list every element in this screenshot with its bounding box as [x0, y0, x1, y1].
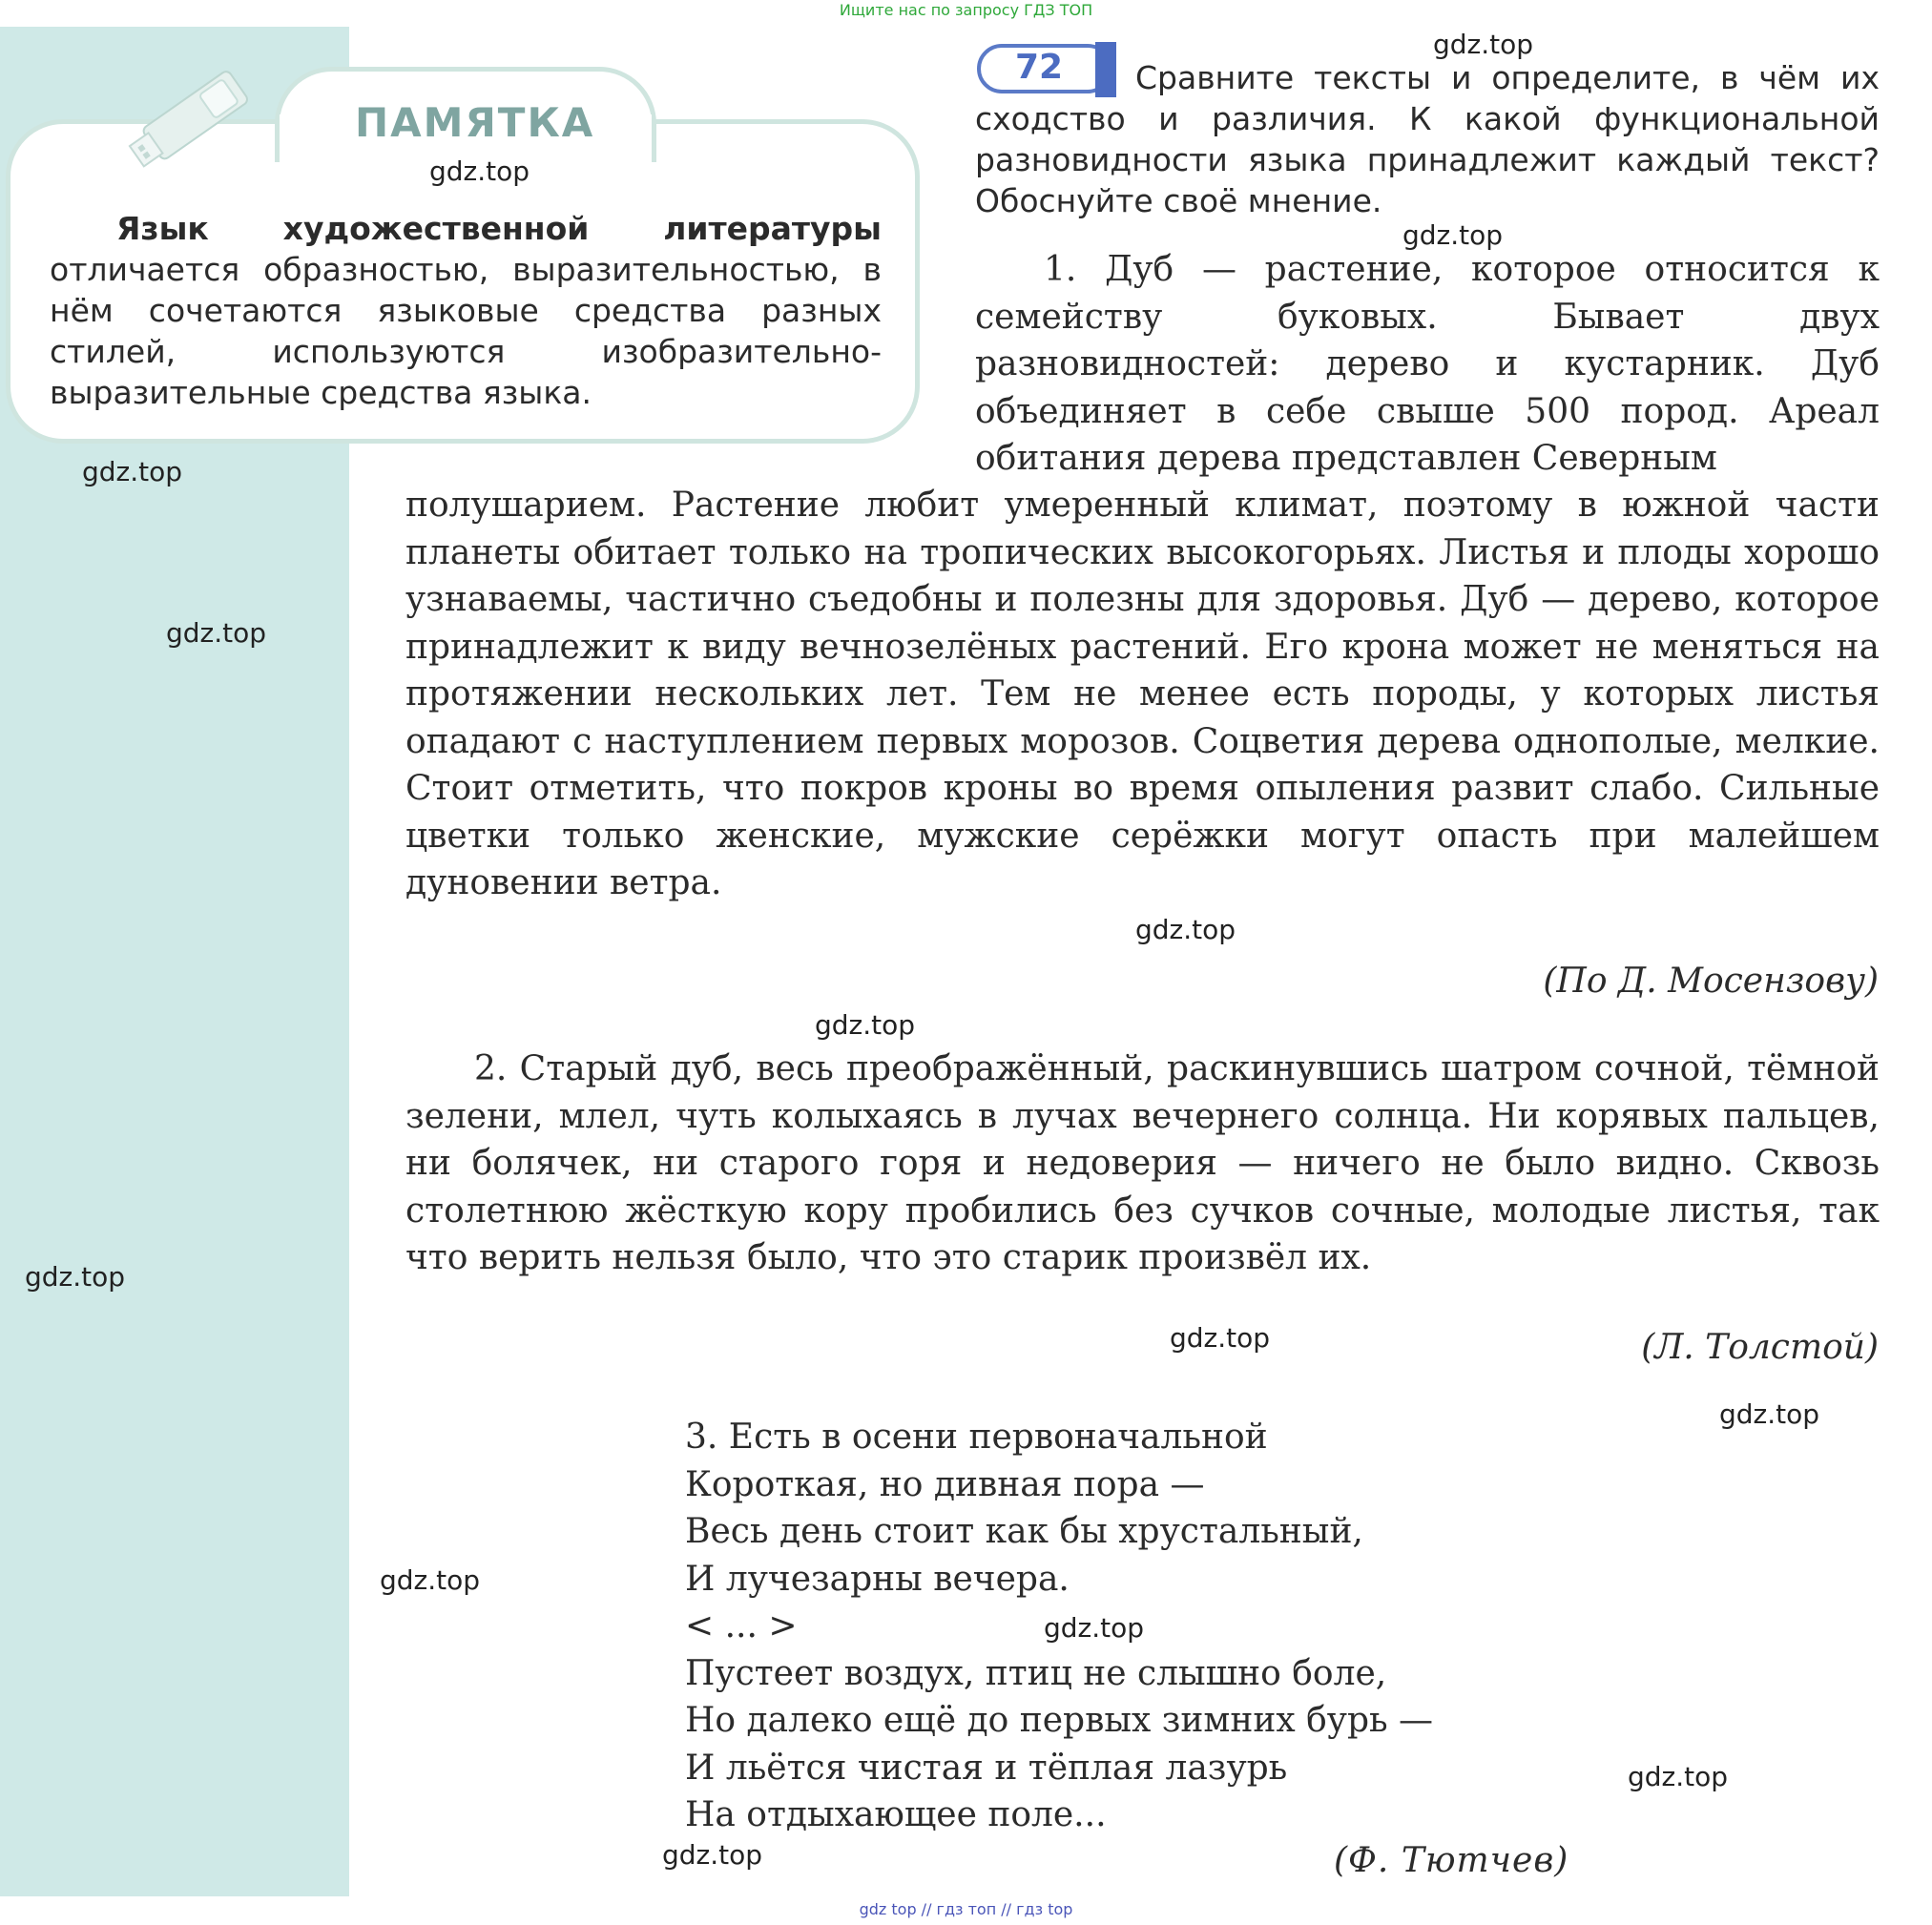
text2-paragraph: 2. Старый дуб, весь преображённый, раскинувшись шатром сочной, тёмной зелени, млел, чуть колыхаясь в лучах вечернего солнца. Ни корявых пальцев, ни болячек, ни старого горя и недоверия — ничего не было видно. Сквозь столетнюю жёсткую кору пробились без сучков сочные, молодые листья, так что верить нельзя было, что это старик произвёл их. [405, 1049, 1880, 1277]
usb-flash-drive-icon [122, 48, 284, 172]
watermark: gdz.top [1433, 29, 1534, 60]
task-number: 72 [1015, 48, 1064, 87]
watermark: gdz.top [1402, 219, 1504, 251]
poem-line: 3. Есть в осени первоначальной [685, 1418, 1268, 1457]
watermark: gdz.top [429, 155, 530, 187]
memo-body: отличается образностью, выразительностью, в нём сочетаются языковые средства разных стилей, используются изобразительно-выразительные средства языка. [50, 251, 882, 411]
poem-line: < ... > [685, 1606, 798, 1646]
memo-title: ПАМЯТКА [355, 99, 595, 146]
bottom-banner[interactable]: gdz top // гдз топ // гдз top [859, 1900, 1073, 1918]
text1-part-b: полушарием. Растение любит умеренный климат, поэтому в южной части планеты обитает только на тропических высокогорьях. Листья и плоды хорошо узнаваемы, частично съедобны и полезны для здоровья. Дуб — дерево, которое принадлежит к виду вечнозелёных растений. Его крона может не меняться на протяжении нескольких лет. Тем не менее есть породы, у которых листья опадают с наступлением первых морозов. Соцветия дерева однополые, мелкие. Стоит отметить, что покров кроны во время опыления развит слабо. Сильные цветки только женские, мужские серёжки могут опасть при малейшем дуновении ветра. [405, 486, 1880, 902]
text3-author: (Ф. Тютчев) [1334, 1841, 1569, 1880]
poem-line: Пустеет воздух, птиц не слышно боле, [685, 1653, 1387, 1693]
watermark: gdz.top [166, 617, 267, 649]
watermark: gdz.top [1170, 1322, 1271, 1354]
memo-bold-lead: Язык художественной литературы [116, 210, 882, 247]
watermark: gdz.top [25, 1261, 126, 1293]
watermark: gdz.top [662, 1839, 763, 1871]
poem-line: И льётся чистая и тёплая лазурь [685, 1748, 1288, 1788]
top-banner[interactable]: Ищите нас по запросу ГДЗ ТОП [839, 1, 1093, 19]
poem-line: На отдыхающее поле... [685, 1795, 1107, 1834]
text1-author: (По Д. Мосензову) [1543, 962, 1879, 1001]
poem-line: И лучезарны вечера. [685, 1559, 1070, 1599]
watermark: gdz.top [1044, 1612, 1145, 1644]
poem-line: Весь день стоит как бы хрустальный, [685, 1512, 1363, 1551]
watermark: gdz.top [380, 1564, 481, 1596]
watermark: gdz.top [82, 456, 183, 487]
poem-line: Но далеко ещё до первых зимних бурь — [685, 1701, 1434, 1740]
memo-text [50, 208, 882, 413]
task-instruction: Сравните тексты и определите, в чём их сходство и различия. К какой функциональной разновидности языка принадлежит каждый текст? Обоснуйте своё мнение. [975, 59, 1880, 219]
watermark: gdz.top [1719, 1398, 1820, 1430]
watermark: gdz.top [1628, 1761, 1729, 1792]
text2-author: (Л. Толстой) [1641, 1328, 1879, 1367]
text1-part-a: 1. Дуб — растение, которое относится к семейству буковых. Бывает двух разновидностей: дерево и кустарник. Дуб объединяет в себе свыше 500 пород. Ареал обитания дерева представлен Северным [975, 250, 1880, 478]
watermark: gdz.top [815, 1009, 916, 1041]
watermark: gdz.top [1135, 914, 1236, 945]
poem-line: Короткая, но дивная пора — [685, 1464, 1205, 1504]
